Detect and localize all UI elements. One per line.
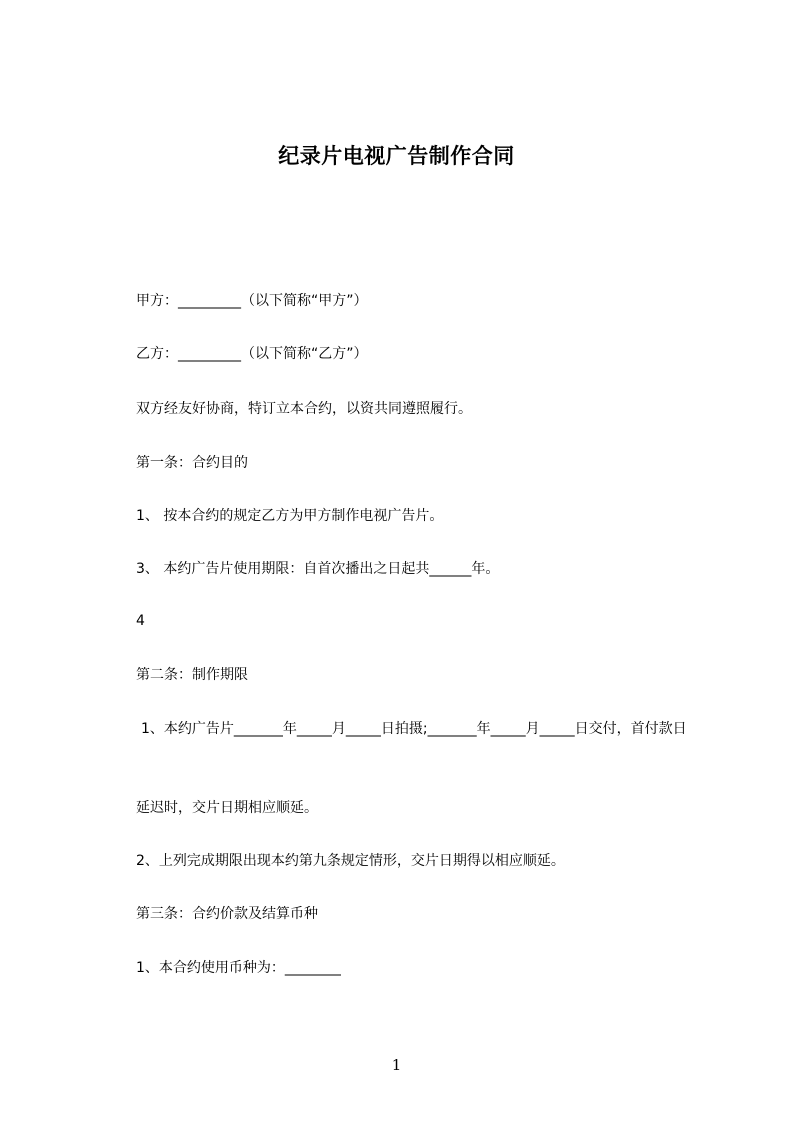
- article-1-clause-3: 3、 本约广告片使用期限：自首次播出之日起共______年。: [136, 561, 500, 577]
- article-2-clause-2: 2、上列完成期限出现本约第九条规定情形，交片日期得以相应顺延。: [136, 853, 565, 869]
- article-2-heading: 第二条：制作期限: [136, 667, 248, 683]
- article-2-clause-1: 1、本约广告片_______年_____月_____日拍摄;_______年_____月_____日交付，首付款日: [141, 721, 687, 737]
- article-3-heading: 第三条：合约价款及结算币种: [136, 906, 318, 922]
- document-title: 纪录片电视广告制作合同: [278, 144, 515, 168]
- article-1-heading: 第一条：合约目的: [136, 455, 248, 471]
- article-1-clause-1: 1、 按本合约的规定乙方为甲方制作电视广告片。: [136, 508, 444, 524]
- page-number: 1: [391, 1056, 402, 1074]
- article-3-clause-1: 1、本合约使用币种为：________: [136, 960, 341, 976]
- article-2-clause-1-continued: 延迟时，交片日期相应顺延。: [136, 800, 318, 816]
- party-b-line: 乙方：_________（以下简称“乙方”）: [136, 346, 368, 362]
- article-1-clause-4: 4: [136, 613, 145, 629]
- preamble-paragraph: 双方经友好协商，特订立本合约，以资共同遵照履行。: [136, 401, 472, 417]
- party-a-line: 甲方：_________（以下简称“甲方”）: [136, 293, 368, 309]
